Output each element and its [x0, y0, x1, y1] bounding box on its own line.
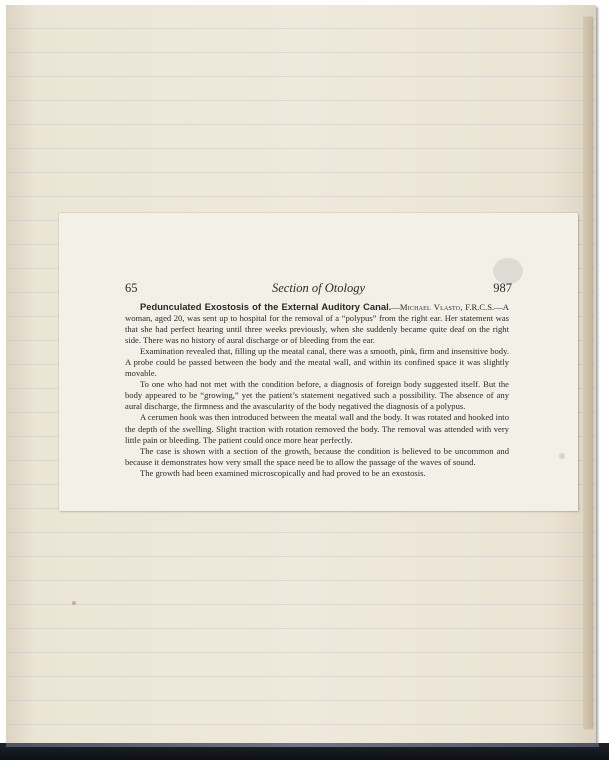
scan-bottom-edge	[0, 743, 609, 760]
article-intro: , F.R.C.S.—A woman, aged 20, was sent up to hospital for the removal of a “polypus” from the right ear. Her statement was that she had perfect hearing until three weeks previously, when she suddenly became quite deaf on the right side. There was no history of aural discharge or of bleeding from the ear.	[125, 302, 509, 346]
running-head: Section of Otology	[271, 281, 366, 295]
page-number-right: 987	[493, 281, 512, 295]
page-number-left: 65	[125, 281, 138, 295]
scrapbook-page	[6, 5, 596, 743]
article-paragraph: To one who had not met with the condition before, a diagnosis of foreign body suggested itself. But the body appeared to be “growing,” yet the patient’s statement negatived such a possibility. The absence of any aural discharge, the firmness and the avascularity of the body negatived the diagnosis of a polypus.	[125, 379, 509, 412]
foxing-stain	[559, 453, 565, 459]
article-lead-paragraph	[125, 301, 509, 346]
article-paragraph: The case is shown with a section of the growth, because the condition is believed to be uncommon and because it demonstrates how very small the space need be to allow the passage of the waves of sound.	[125, 445, 509, 467]
journal-clipping	[59, 213, 578, 511]
article-paragraph: A cerumen hook was then introduced between the meatal wall and the body. It was rotated and hooked into the depth of the swelling. Slight traction with rotation removed the body. The removal was attended with very little pain or bleeding. The patient could once more hear perfectly.	[125, 412, 509, 445]
page-edge	[583, 17, 592, 729]
article-paragraph: The growth had been examined microscopically and had proved to be an exostosis.	[140, 467, 426, 478]
article-body	[125, 301, 509, 479]
paper-speck	[72, 601, 76, 605]
journal-page-header	[125, 281, 512, 297]
author-dash: —	[391, 302, 400, 312]
article-title: Pedunculated Exostosis of the External Auditory Canal.	[140, 301, 392, 312]
article-paragraph: Examination revealed that, filling up the meatal canal, there was a smooth, pink, firm and insensitive body. A probe could be passed between the body and the meatal wall, and within its confined space it was slightly movable.	[125, 346, 509, 379]
article-author: Michael Vlasto	[399, 302, 461, 312]
